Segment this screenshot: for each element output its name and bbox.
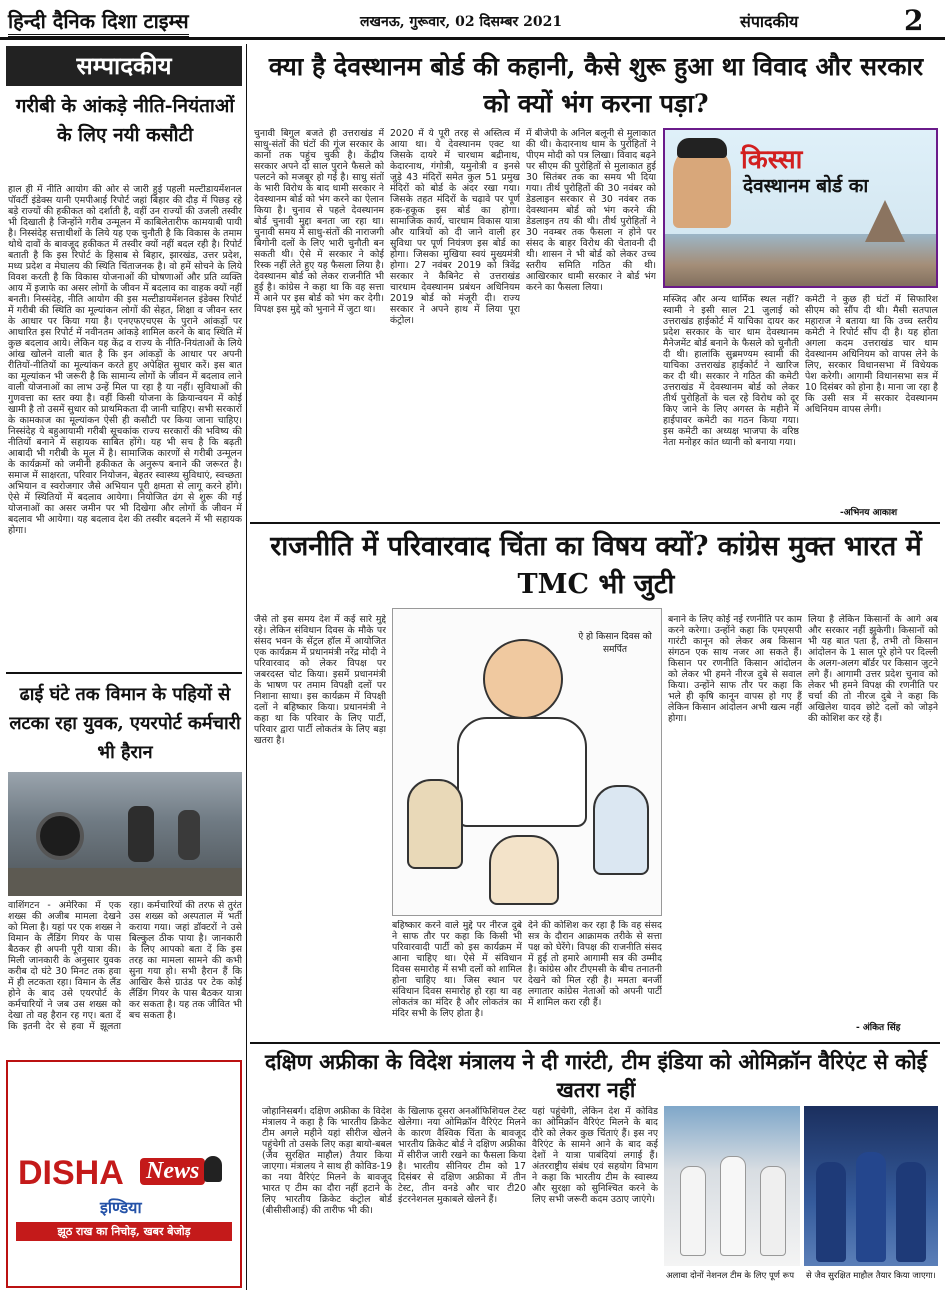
section-name: संपादकीय [740,12,799,31]
tmc-col-2: बहिष्कार करने वाले मुद्दे पर नीरज दुबे ने साफ तौर पर कहा कि किसी भी परिवारवादी पार्टी को इस कार्यक्रम में आना चाहिए था। ऐसे में संविधान दिवस समारोह में सभी दलों को शामिल होना चाहिए था। जिस स्थान पर संविधान दिवस समारोह हो रहा था वह लोकतंत्र का मंदिर है और लोकतंत्र का मंदिर सभी के लिए होता है। [392,920,522,1019]
person-figure [178,810,200,860]
ad-tagline: झूठ राख का निचोड़, खबर बेजोड़ [16,1222,232,1241]
devasthanam-feature-box [663,128,938,288]
cricket-col-1: जोहानिसबर्ग। दक्षिण अफ्रीका के विदेश मंत्रालय ने कहा है कि भारतीय क्रिकेट टीम अगले महीने यहां सीरीज खेलने पहुंचेगी तो उसके लिए कड़ा बायो-बबल (जैव सुरक्षित माहौल) तैयार किया जाएगा। मंत्रालय ने साथ ही कोविड-19 का नया वैरिएंट मिलने के बावजूद भारत ए टीम का दौरा नहीं हटाने के लिए भारतीय क्रिकेट कंट्रोल बोर्ड (बीसीसीआई) की तारीफ भी की। [262,1106,392,1216]
ad-brand-india: इण्डिया [100,1198,142,1217]
devasthanam-col-4: मस्जिद और अन्य धार्मिक स्थल नहीं? स्वामी ने इसी साल 21 जुलाई को उत्तराखंड हाईकोर्ट में याचिका दायर कर प्रदेश सरकार के चार धाम देवस्थानम मैनेजमेंट बोर्ड बनाने के फैसले को चुनौती दी थी। हालांकि सुब्रमण्यम स्वामी की याचिका उत्तराखंड हाईकोर्ट ने खारिज कर दी थी। सरकार ने गठित की कमेटी उत्तराखंड में देवस्थानम बोर्ड को लेकर तीर्थ पुरोहितों के चल रहे विरोध को दूर किए जाने के लिए अगस्त के महीने में हाईपावर कमेटी का गठन किया गया। इस कमेटी का अध्यक्ष भाजपा के वरिष्ठ नेता मनोहर कांत ध्यानी को बनाया गया। [663,294,799,448]
cartoon-figure [407,779,463,869]
tmc-col-5: लिया है लेकिन किसानों के आगे अब और सरकार नहीं झुकेगी। किसानों को भी यह बात पता है, तभी तो किसान आंदोलन के 1 साल पूरे होने पर दिल्ली के अलग-अलग बॉर्डर पर किसान जुटने लगे हैं। आगामी उत्तर प्रदेश चुनाव को लेकर भी हमने विपक्ष की रणनीति पर चर्चा की तो नीरज दुबे ने कहा कि अखिलेश यादव छोटे दलों को जोड़ने की कोशिश कर रहे हैं। [808,614,938,724]
ad-brand-disha: DISHA [18,1154,124,1192]
airport-headline: ढाई घंटे तक विमान के पहियों से लटका रहा युवक, एयरपोर्ट कर्मचारी भी हैरान [9,684,241,763]
airport-photo [8,772,242,896]
masthead [0,0,945,40]
player-figure [680,1166,706,1256]
page-number: 2 [904,4,924,37]
cricket-col-2: के खिलाफ दूसरा अनऑफिशियल टेस्ट खेलेगा। नया ओमिक्रॉन वैरिएंट मिलने के कारण वैश्विक चिंता के बावजूद भारतीय क्रिकेट बोर्ड ने दक्षिण अफ्रीका में सीरीज जारी रखने का फैसला किया है। भारतीय सीनियर टीम को 17 दिसंबर से दक्षिण अफ्रीका में तीन टेस्ट, तीन वनडे और चार टी20 इंटरनेशनल मुकाबले खेलने हैं। [398,1106,526,1205]
cricket-col-3: यहां पहुंचेगी, लेकिन देश में कोविड का ओमिक्रॉन वैरिएंट मिलने के बाद दौरे को लेकर कुछ चिंताएं हैं। इस नए वैरिएंट के सामने आने के बाद कई देशों ने यात्रा पाबंदियां लगाई हैं। अंतरराष्ट्रीय संबंध एवं सहयोग विभाग ने कहा कि भारतीय टीम के स्वास्थ्य और सुरक्षा को सुनिश्चित करने के लिए सभी जरूरी कदम उठाए जाएंगे। [532,1106,658,1205]
cartoon-figure [457,717,587,827]
runway-strip [8,868,242,896]
player-figure [720,1156,746,1256]
player-figure [856,1152,886,1262]
disha-news-ad [6,1060,242,1288]
editorial-divider [6,672,242,674]
microphone-icon [204,1156,222,1182]
tmc-byline: - अंकित सिंह [856,1023,901,1033]
cartoon-caption: ऐ हो किसान दिवस को समर्पित [578,632,652,655]
box-title-2: देवस्थानम बोर्ड का [743,175,869,197]
player-figure [760,1166,786,1256]
cricket-photo-1 [664,1106,800,1266]
cricket-caption-1: अलावा दोनों नेशनल टीम के लिए पूर्ण रूप [666,1271,795,1281]
section-divider [250,522,940,524]
temple-photo [665,234,938,288]
paper-name: हिन्दी दैनिक दिशा टाइम्स [8,7,189,37]
dateline: लखनऊ, गुरूवार, 02 दिसम्बर 2021 [360,14,563,30]
editorial-headline: गरीबी के आंकड़े नीति-नियंताओं के लिए नयी कसौटी [15,95,235,146]
cartoon-figure [593,785,649,875]
cm-portrait-cap [677,138,727,158]
tmc-col-3: देने की कोशिश कर रहा है कि वह संसद सत्र के दौरान आक्रामक तरीके से सत्ता पक्ष को घेरेंगे। विपक्ष की राजनीति संसद में हुई तो हमारे आगामी सत्र की उम्मीद है। कांग्रेस और टीएमसी के बीच तनातनी देखने को मिल रही है। ममता बनर्जी लगातार कांग्रेस नेताओं को अपनी पार्टी में शामिल करा रही हैं। [528,920,662,1008]
tmc-col-1: जैसे तो इस समय देश में कई सारे मुद्दे रहे। लेकिन संविधान दिवस के मौके पर संसद भवन के सेंट्रल हॉल में आयोजित एक कार्यक्रम में प्रधानमंत्री नरेंद्र मोदी ने परिवारवाद को लेकर विपक्ष पर जबरदस्त चोट किया। इसमें प्रधानमंत्री के भाषण पर तमाम विपक्षी दलों पर निशाना साधा। इस कार्यक्रम में विपक्षी दलों ने बहिष्कार किया। प्रधानमंत्री ने कहा था कि परिवार के लिए पार्टी, परिवार द्वारा पार्टी लोकतंत्र के लिए बड़ा खतरा है। [254,614,386,746]
cricket-caption-2: से जैव सुरक्षित माहौल तैयार किया जाएगा। [806,1271,936,1281]
tmc-col-4: बनाने के लिए कोई नई रणनीति पर काम करने करेगा। उन्होंने कहा कि एमएसपी गारंटी कानून को लेकर अब किसान संगठन एक साथ नजर आ सकते हैं। किसान पर रणनीति किसान आंदोलन को लेकर भी हमने नीरज दुबे से सवाल किया। उन्होंने साफ तौर पर कहा कि भले ही कृषि कानून वापस हो गए हैं लेकिन किसान आंदोलन अभी खत्म नहीं होगा। [668,614,802,724]
devasthanam-col-5: कमेटी ने कुछ ही घंटों में सिफारिश सीएम को सौंप दी थी। मैसी सतपाल महाराज ने बताया था कि उच्च स्तरीय कमेटी ने रिपोर्ट सौंप दी है। यह होता अगला कदम उत्तराखंड चार धाम देवस्थानम अधिनियम को वापस लेने के लिए, सरकार विधानसभा में विधेयक पेश करेगी। आगामी विधानसभा सत्र में 10 दिसंबर को होना है। माना जा रहा है कि उसी सत्र में सरकार देवस्थानम अधिनियम वापस लेगी। [805,294,938,415]
cricket-photo-2 [804,1106,938,1266]
devasthanam-col-3: में बीजेपी के अनिल बलूनी से मुलाकात की थी। केदारनाथ धाम के पुरोहितों ने पीएम मोदी को पत्र लिखा। विवाद बढ़ने पर सीएम की पुरोहितों से मुलाकात हुई 30 सितंबर तक का समय भी दिया गया। तीर्थ पुरोहितों की 30 नवंबर को डेडलाइन सरकार से 30 नवंबर तक देवस्थानम बोर्ड को भंग करने की डेडलाइन तय की थी। तीर्थ पुरोहितों ने 30 नवम्बर तक फैसला न होने पर संसद के बाहर विरोध की चेतावनी दी थी। शासन ने भी बोर्ड को लेकर उच्च स्तरीय समिति गठित की थी। आखिरकार धामी सरकार ने बोर्ड भंग करने का फैसला लिया। [526,128,656,293]
column-divider [246,44,247,1290]
player-figure [816,1162,846,1262]
tmc-headline: राजनीति में परिवारवाद चिंता का विषय क्यों? कांग्रेस मुक्त भारत में TMC भी जुटी [270,531,922,600]
ad-brand-news: News [140,1158,205,1185]
box-title-1: किस्सा [741,145,803,175]
cricket-headline: दक्षिण अफ्रीका के विदेश मंत्रालय ने दी गारंटी, टीम इंडिया को ओमिक्रॉन वैरिएंट से कोई खतरा नहीं [265,1049,927,1102]
devasthanam-headline: क्या है देवस्थानम बोर्ड की कहानी, कैसे शुरू हुआ था विवाद और सरकार को क्यों भंग करना पड़ा? [268,52,924,118]
temple-spire [865,200,905,242]
editorial-body: हाल ही में नीति आयोग की ओर से जारी हुई पहली मल्टीडायमेंशनल पॉवर्टी इंडेक्स यानी एमपीआई रिपोर्ट जहां बिहार की दौड़ में पिछड़ रहे बड़े राज्यों की हकीकत को दर्शाती है, वहीं उन राज्यों की उजली तस्वीर भी दिखाती है जिन्होंने गरीब उन्मूलन में काबिलेतारीफ कामयाबी पायी है। निस्संदेह सत्ताधीशों के लिये यह एक चुनौती है कि विकास के तमाम थोथे दावों के बावजूद हकीकत में तस्वीर क्यों नहीं बदल रही है। रिपोर्ट बताती है कि इस रिपोर्ट के हिसाब से बिहार, झारखंड, उत्तर प्रदेश, मध्य प्रदेश व मेघालय की स्थिति चिंताजनक है। वो हमें सोचने के लिये विवश करती है कि विकास योजनाओं की घोषणाओं और प्रति व्यक्ति आय में इजाफे का असर लोगों के जीवन में बदलाव का वाहक क्यों नहीं बनती। निस्संदेह, नीति आयोग की इस मल्टीडायमेंशनल इंडेक्स रिपोर्ट में गरीबी की स्थिति का मूल्यांकन लोगों की सेहत, शिक्षा व जीवन स्तर के आधार पर किया गया है। एनएफएचएस के पुराने आंकड़ों पर आधारित इस रिपोर्ट में नवीनतम आंकड़े शामिल करने के बाद स्थिति में कुछ बदलाव आये। लेकिन यह केंद्र व राज्य के नीति-नियंताओं के लिये आंख खोलने वाली बात है कि इन आंकड़ों के आधार पर अपनी रीतियों-नीतियों का मूल्यांकन करते हुए अपेक्षित सुधार करें। इस बात का मूल्यांकन भी जरूरी है कि सामान्य लोगों के जीवन में बदलाव लाने वाली योजनाओं का लाभ उन्हें मिल पा रहा है या नहीं। सुविधाओं की गुणवत्ता का स्तर क्या है। वहीं किसी योजना के क्रियान्वयन में कोई खामी है तो उसमें सुधार को प्राथमिकता दी जानी चाहिए। सभी सरकारों के कामकाज का मूल्यांकन ऐसी ही कसौटी पर किया जाना चाहिए। निस्संदेह ये बहुआयामी गरीबी सूचकांक राज्य सरकारों की भविष्य की नीतियों बनाने में सहायक साबित होंगे। यह भी सच है कि बढ़ती आबादी भी गरीबी के मूल में है। सामाजिक कारणों से गरीबी उन्मूलन के कार्यक्रमों को जमीनी हकीकत के अनुरूप बनाने की जरूरत है। समाज में साक्षरता, परिवार नियोजन, बेहतर स्वास्थ्य सुविधाएं, स्वच्छता अभियान व स्वरोजगार जैसे अभियान पूरी क्षमता से लागू करने होंगे। ऐसे में स्थितियों में बदलाव आयेगा। नियोजित ढंग से शुरू की गई योजनाओं का असर जमीन पर भी दिखेगा और लोगों के जीवन में बदलाव भी आयेगा। यह बदलाव देश की तस्वीर बदलने में भी सहायक होगा। [8,184,242,536]
devasthanam-col-1: चुनावी बिगुल बजते ही उत्तराखंड में साधु-संतों की घंटों की गूंज सरकार के कानों तक पहुंच चुकी है। केंद्रीय सरकार अपने दो साल पुराने फैसले को पलटने को मजबूर हो गई है। साधु संतों के भारी विरोध के बाद धामी सरकार ने देवस्थानम बोर्ड को भंग करने का ऐलान किया है। चुनाव से पहले देवस्थानम बोर्ड चुनावी मुद्दा बनता जा रहा था। चुनावी समय में साधु-संतों की नाराजगी बिगोनी दलों के लिए भारी चुनौती बन सकती थी। ऐसे में सरकार ने कोई रिस्क नहीं लेते हुए यह फैसला लिया है। देवस्थानम बोर्ड को लेकर राजनीति भी हुई है। कांग्रेस ने कहा था कि वह सत्ता में आने पर इस बोर्ड को भंग कर देगी। विपक्ष इस मुद्दे को भुनाने में जुटा था। [254,128,384,315]
devasthanam-col-2: 2020 में ये पूरी तरह से अस्तित्व में आया था। ये देवस्थानम एक्ट था जिसके दायरे में चारधाम बद्रीनाथ, केदारनाथ, गंगोत्री, यमुनोत्री व इनसे जुड़े 43 मंदिरों समेत कुल 51 प्रमुख मंदिरों को बोर्ड के अंदर रखा गया। जिसके तहत मंदिरों के चढ़ावे पर पूर्ण हक-हकूक इस बोर्ड का होगा। सामाजिक कार्य, चारधाम विकास यात्रा और यात्रियों को दी जाने वाली हर सुविधा पर पूर्ण नियंत्रण इस बोर्ड का होगा। जिसका मुखिया स्वयं मुख्यमंत्री होगा। 27 नवंबर 2019 को त्रिवेंद्र सरकार ने कैबिनेट से उत्तराखंड चारधाम देवस्थानम प्रबंधन अधिनियम 2019 बोर्ड को मंजूरी दी। राज्य सरकार ने अपने हाथ में लिया पूरा कंट्रोल। [390,128,520,326]
person-figure [128,806,154,862]
cartoon-figure [489,835,559,905]
devasthanam-byline: -अभिनय आकाश [840,508,898,518]
editorial-label: सम्पादकीय [6,46,242,86]
airport-body: वाशिंगटन - अमेरिका में एक शख्स की अजीब मामला देखने को मिला है। यहां पर एक शख्स ने विमान के लैंडिंग गियर के पास बैठकर ही अपनी पूरी यात्रा की। मिली जानकारी के अनुसार युवक करीब दो घंटे 30 मिनट तक हवा में ही लटकता रहा। विमान के लैंड होने के बाद उसे एयरपोर्ट के कर्मचारियों ने जब उस शख्स को देखा तो वह हैरान रह गए। बता दें कि इतनी देर से हवा में झूलता रहा। कर्मचारियों की तरफ से तुरंत उस शख्स को अस्पताल में भर्ती कराया गया। जहां डॉक्टरों ने उसे बिल्कुल ठीक पाया है। जानकारी के लिए आपको बता दें कि इस तरह का मामला सामने की कभी सुना गया हो। सभी हैरान हैं कि आखिर कैसे ग्राउंड पर टेक कोई लैंडिंग गियर के पास बैठकर यात्रा कर सकता है। यह तक जीवित भी बच सकता है। [8,900,242,1032]
player-figure [896,1162,926,1262]
tmc-cartoon [392,608,662,916]
section-divider [250,1042,940,1044]
cartoon-figure [483,639,563,719]
aircraft-wheel [36,812,84,860]
